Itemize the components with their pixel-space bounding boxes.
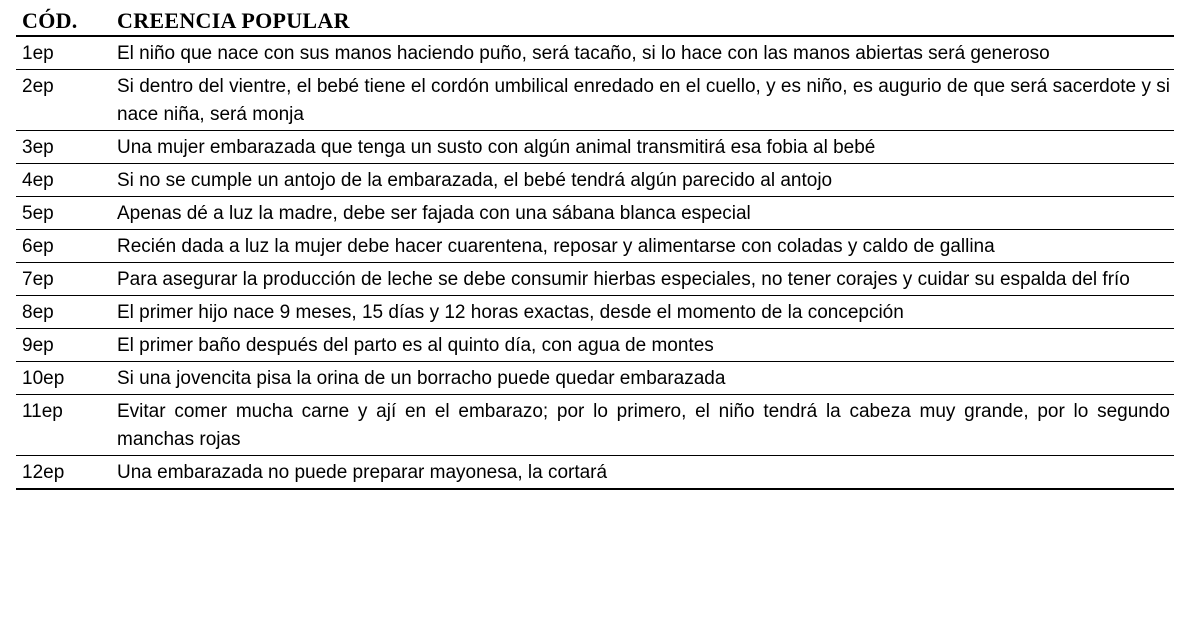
row-belief: Recién dada a luz la mujer debe hacer cuarentena, reposar y alimentarse con coladas y caldo de gallina: [111, 230, 1174, 263]
row-code: 3ep: [16, 131, 111, 164]
row-belief: El primer hijo nace 9 meses, 15 días y 12 horas exactas, desde el momento de la concepción: [111, 296, 1174, 329]
table-row: [16, 362, 1174, 395]
row-belief: El primer baño después del parto es al quinto día, con agua de montes: [111, 329, 1174, 362]
row-belief: Una embarazada no puede preparar mayonesa, la cortará: [111, 456, 1174, 490]
row-belief: Si no se cumple un antojo de la embarazada, el bebé tendrá algún parecido al antojo: [111, 164, 1174, 197]
row-code: 6ep: [16, 230, 111, 263]
table-row: [16, 164, 1174, 197]
beliefs-table-container: [16, 0, 1174, 490]
table-header-row: [16, 0, 1174, 36]
row-belief: Si una jovencita pisa la orina de un borracho puede quedar embarazada: [111, 362, 1174, 395]
row-code: 10ep: [16, 362, 111, 395]
table-row: [16, 395, 1174, 456]
row-code: 1ep: [16, 36, 111, 70]
row-code: 12ep: [16, 456, 111, 490]
row-code: 2ep: [16, 70, 111, 131]
table-row: [16, 456, 1174, 490]
table-row: [16, 131, 1174, 164]
beliefs-table: [16, 0, 1174, 490]
row-code: 11ep: [16, 395, 111, 456]
table-row: [16, 36, 1174, 70]
row-belief: Una mujer embarazada que tenga un susto con algún animal transmitirá esa fobia al bebé: [111, 131, 1174, 164]
header-belief: CREENCIA POPULAR: [111, 0, 1174, 36]
row-code: 9ep: [16, 329, 111, 362]
row-code: 5ep: [16, 197, 111, 230]
table-row: [16, 197, 1174, 230]
row-belief: Evitar comer mucha carne y ají en el embarazo; por lo primero, el niño tendrá la cabeza muy grande, por lo segundo manchas rojas: [111, 395, 1174, 456]
table-row: [16, 329, 1174, 362]
row-belief: El niño que nace con sus manos haciendo puño, será tacaño, si lo hace con las manos abiertas será generoso: [111, 36, 1174, 70]
row-belief: Apenas dé a luz la madre, debe ser fajada con una sábana blanca especial: [111, 197, 1174, 230]
row-code: 8ep: [16, 296, 111, 329]
row-code: 7ep: [16, 263, 111, 296]
table-row: [16, 230, 1174, 263]
table-body: [16, 36, 1174, 489]
table-row: [16, 296, 1174, 329]
header-code: CÓD.: [16, 0, 111, 36]
row-belief: Si dentro del vientre, el bebé tiene el cordón umbilical enredado en el cuello, y es niño, es augurio de que será sacerdote y si nace niña, será monja: [111, 70, 1174, 131]
table-row: [16, 70, 1174, 131]
row-belief: Para asegurar la producción de leche se debe consumir hierbas especiales, no tener corajes y cuidar su espalda del frío: [111, 263, 1174, 296]
table-row: [16, 263, 1174, 296]
row-code: 4ep: [16, 164, 111, 197]
